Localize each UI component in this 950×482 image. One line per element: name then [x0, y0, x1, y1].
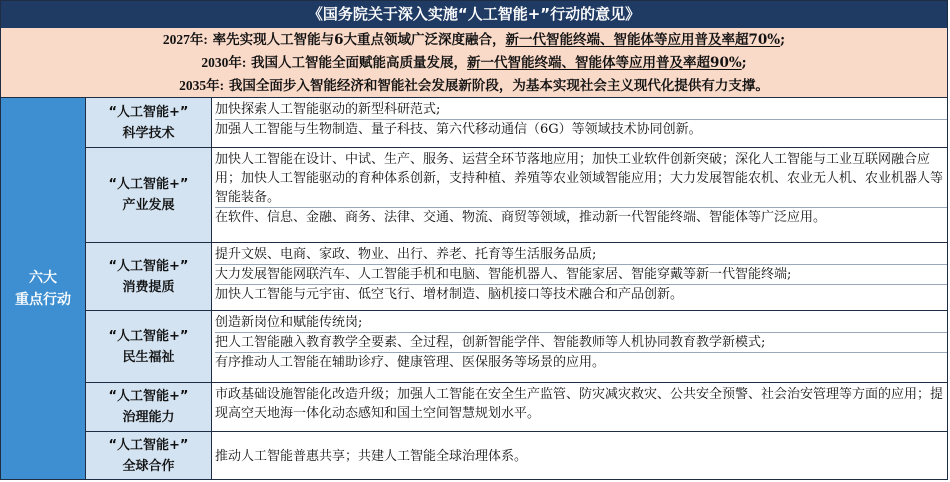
- goal-text: 我国人工智能全面赋能高质量发展，: [251, 55, 468, 71]
- goal-2035: [1, 74, 947, 97]
- row-science: [86, 98, 947, 148]
- row-governance: [86, 383, 947, 432]
- goals-section: [1, 28, 947, 98]
- goal-year: 2027年:: [162, 32, 208, 47]
- content-line: 创造新岗位和赋能传统岗;: [215, 313, 947, 333]
- row-wellbeing: [86, 311, 947, 383]
- category-cell: [86, 311, 212, 382]
- content-line: 加快探索人工智能驱动的新型科研范式;: [215, 100, 947, 120]
- content-line: 把人工智能融入教育教学全要素、全过程，创新智能学伴、智能教师等人机协同教育教学新模式;: [215, 333, 947, 353]
- content-cell: [212, 311, 947, 382]
- category-name: 全球合作: [122, 458, 175, 474]
- category-name: 产业发展: [122, 198, 175, 213]
- category-cell: [86, 432, 212, 479]
- category-prefix: “人工智能+”: [108, 328, 189, 344]
- goal-year: 2035年:: [179, 78, 225, 93]
- goal-2027: [1, 28, 947, 51]
- content-line: 在软件、信息、金融、商务、法律、交通、物流、商贸等领域，推动新一代智能终端、智能体等广泛应用。: [215, 210, 827, 225]
- goal-text-end: ;: [780, 32, 786, 48]
- side-label-line2: 重点行动: [15, 291, 71, 308]
- content-line: 推动人工智能普惠共享；共建人工智能全球治理体系。: [215, 449, 528, 464]
- goal-year: 2030年:: [201, 55, 247, 70]
- category-prefix: “人工智能+”: [108, 389, 189, 404]
- category-name: 科学技术: [122, 125, 175, 141]
- category-cell: [86, 243, 212, 310]
- goal-text-underlined: 新一代智能终端、智能体等应用普及率超70%: [505, 32, 781, 48]
- category-cell: [86, 383, 212, 431]
- row-global: [86, 432, 947, 479]
- row-consumption: [86, 243, 947, 311]
- category-cell: [86, 148, 212, 242]
- content-cell: [212, 432, 947, 479]
- content-line: 提升文娱、电商、家政、物业、出行、养老、托育等生活服务品质;: [215, 245, 947, 265]
- side-label-line1: 六大: [29, 269, 57, 286]
- goal-text-underlined: 新一代智能终端、智能体等应用普及率超90%: [467, 55, 742, 71]
- category-prefix: “人工智能+”: [108, 437, 189, 453]
- content-cell: [212, 383, 947, 431]
- content-cell: [212, 98, 947, 147]
- goal-text: 我国全面步入智能经济和智能社会发展新阶段，为基本实现社会主义现代化提供有力支撑。: [228, 78, 769, 94]
- goal-2030: [1, 51, 947, 74]
- side-label: [1, 98, 86, 479]
- content-line: 有序推动人工智能在辅助诊疗、健康管理、医保服务等场景的应用。: [215, 355, 606, 370]
- content-line: 市政基础设施智能化改造升级；加强人工智能在安全生产监管、防灾减灾救灾、公共安全预警、社会治安管理等方面的应用；提现高空天地海一体化动态感知和国土空间智慧规划水平。: [215, 387, 944, 421]
- content-cell: [212, 148, 947, 242]
- content-line: 加强人工智能与生物制造、量子科技、第六代移动通信（6G）等领域技术协同创新。: [215, 122, 702, 137]
- row-industry: [86, 148, 947, 243]
- category-cell: [86, 98, 212, 147]
- goal-text: 率先实现人工智能与6大重点领域广泛深度融合，: [212, 32, 506, 48]
- category-prefix: “人工智能+”: [108, 258, 189, 274]
- content-line: 加快人工智能在设计、中试、生产、服务、运营全环节落地应用；加快工业软件创新突破；深化人工智能与工业互联网融合应用；加快人工智能驱动的育种体系创新，支持种植、养殖等农业领域智能应用；大力发展智能农机、农业无人机、农业机器人等智能装备。: [215, 150, 947, 208]
- category-prefix: “人工智能+”: [108, 177, 189, 192]
- actions-table: [86, 98, 947, 479]
- content-cell: [212, 243, 947, 310]
- content-line: 大力发展智能网联汽车、人工智能手机和电脑、智能机器人、智能家居、智能穿戴等新一代智能终端;: [215, 265, 947, 285]
- category-prefix: “人工智能+”: [108, 104, 189, 120]
- category-name: 消费提质: [122, 279, 175, 295]
- goal-text-end: ;: [741, 55, 747, 71]
- category-name: 治理能力: [122, 410, 175, 425]
- table-title: 《国务院关于深入实施“人工智能+”行动的意见》: [1, 1, 947, 28]
- category-name: 民生福祉: [122, 349, 175, 365]
- content-line: 加快人工智能与元宇宙、低空飞行、增材制造、脑机接口等技术融合和产品创新。: [215, 287, 684, 302]
